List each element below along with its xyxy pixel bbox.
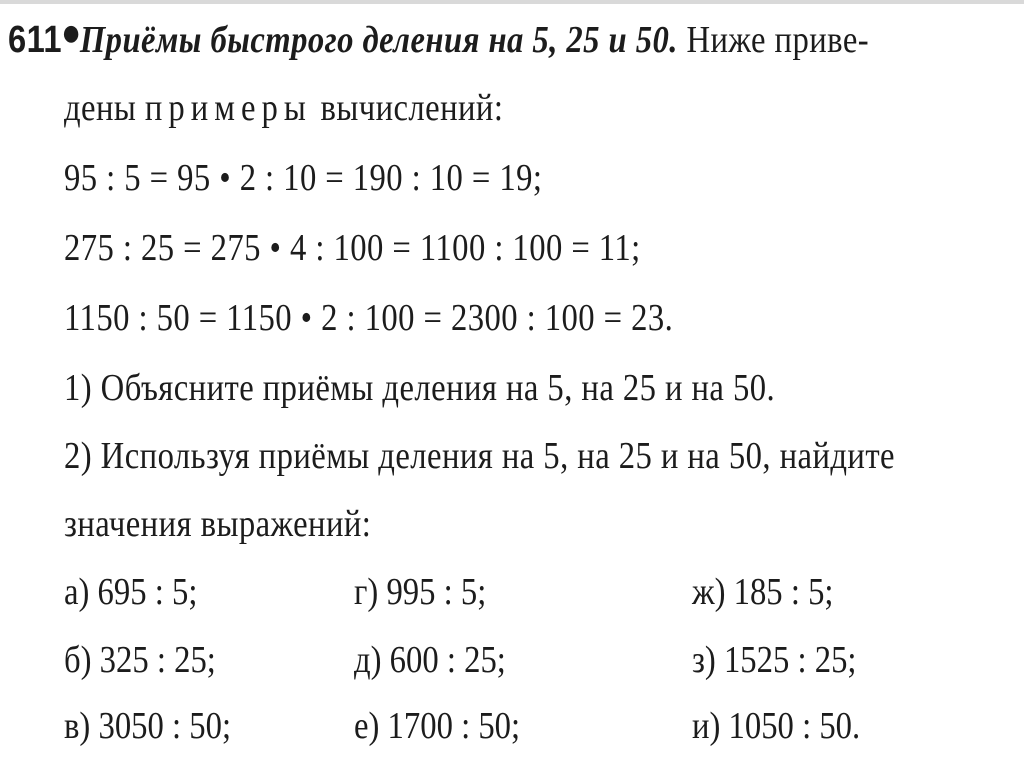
intro-text: Ниже приве- — [677, 19, 870, 61]
intro-spaced-word: примеры — [144, 87, 312, 129]
task-2-line-2: значения выражений: — [64, 503, 372, 545]
task-2-line-1: 2) Используя приёмы деления на 5, на 25 и на 50, найдите — [64, 435, 895, 477]
problem-header — [8, 12, 869, 62]
difficulty-dot-icon: ● — [62, 21, 80, 46]
example-3: 1150 : 50 = 1150 • 2 : 100 = 2300 : 100 = 23. — [64, 297, 674, 339]
intro-text-start: дены — [64, 87, 145, 129]
exercise-v: в) 3050 : 50; — [64, 705, 232, 747]
exercise-g: г) 995 : 5; — [354, 571, 487, 613]
intro-line — [64, 86, 503, 130]
example-2: 275 : 25 = 275 • 4 : 100 = 1100 : 100 = 11; — [64, 227, 641, 269]
exercise-zh: ж) 185 : 5; — [692, 571, 834, 613]
problem-number: 611 — [8, 19, 63, 61]
exercise-a: а) 695 : 5; — [64, 571, 198, 613]
intro-text-end: вычислений: — [311, 87, 504, 129]
exercise-d: д) 600 : 25; — [354, 639, 506, 681]
problem-title: Приёмы быстрого деления на 5, 25 и 50. — [79, 19, 678, 61]
exercise-b: б) 325 : 25; — [64, 639, 216, 681]
task-1: 1) Объясните приёмы деления на 5, на 25 и на 50. — [64, 367, 776, 409]
example-1: 95 : 5 = 95 • 2 : 10 = 190 : 10 = 19; — [64, 157, 543, 199]
exercise-e: е) 1700 : 50; — [354, 705, 521, 747]
exercise-z: з) 1525 : 25; — [692, 639, 857, 681]
exercise-i: и) 1050 : 50. — [692, 705, 861, 747]
